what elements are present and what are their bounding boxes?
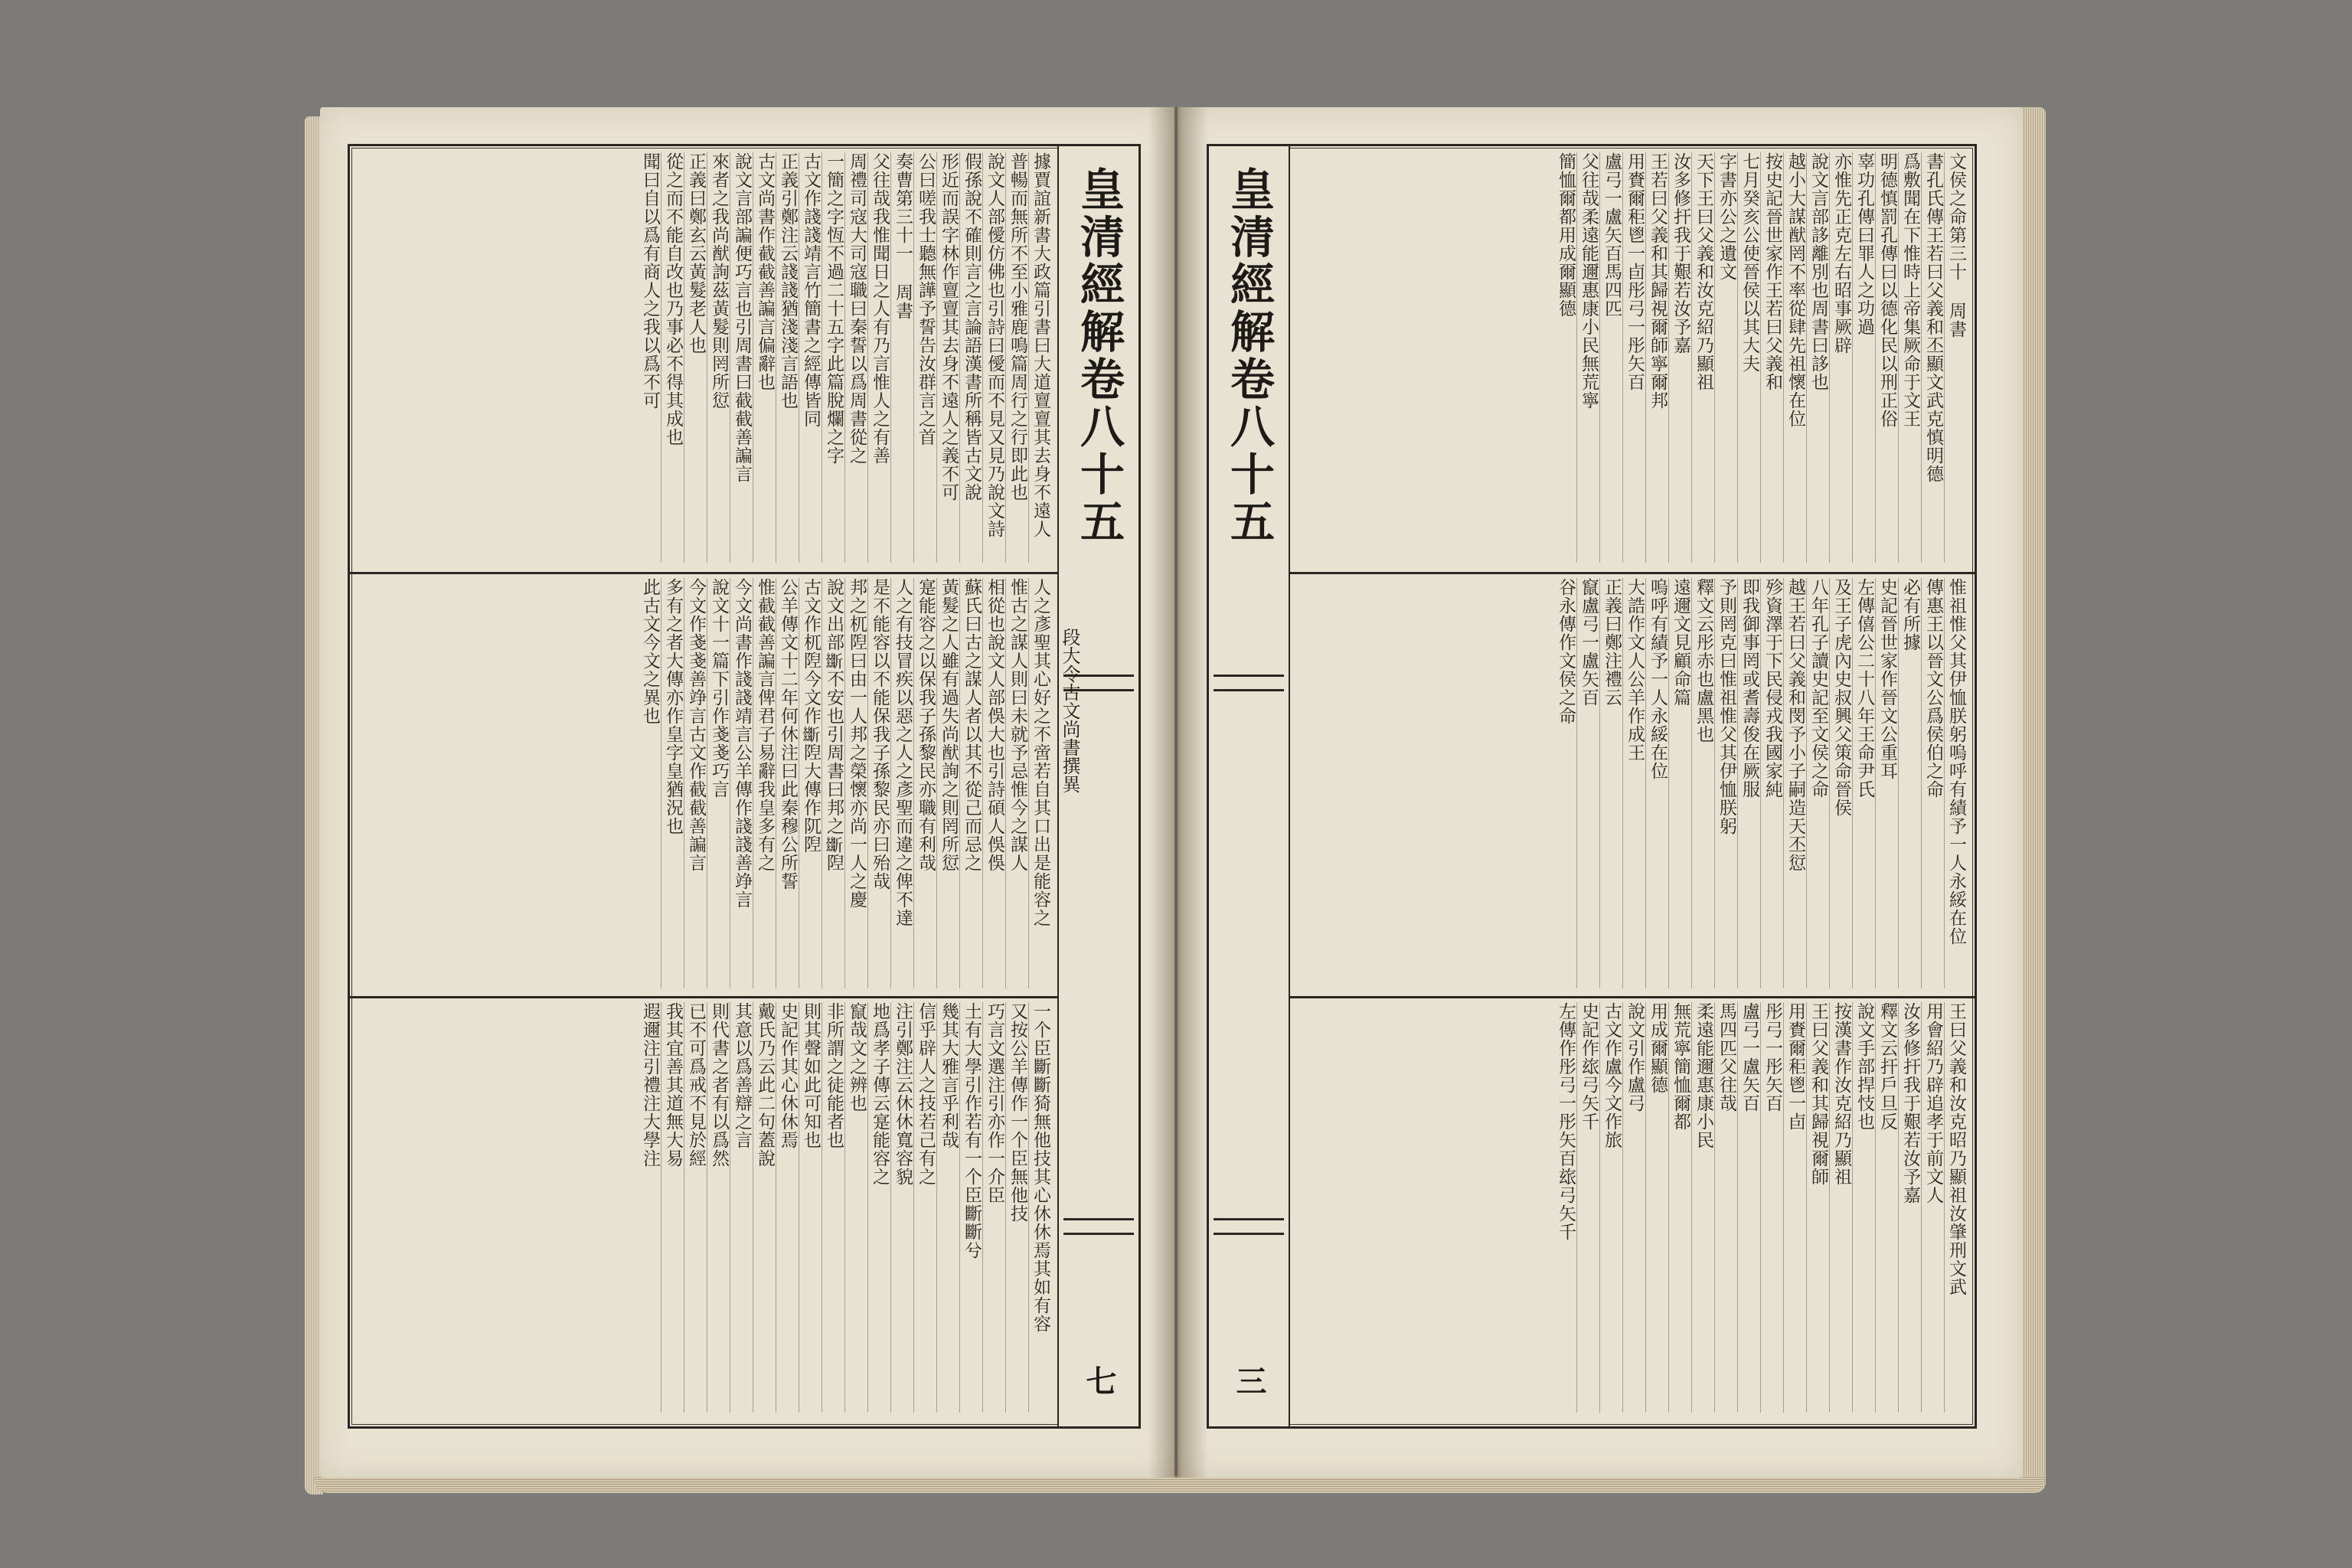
volume-number: 卷八十五 — [1223, 356, 1275, 546]
text-column: 非所謂之徒能者也 — [822, 1002, 844, 1413]
text-band-top — [1296, 152, 1967, 566]
text-column: 奏曹第三十一 周書 — [890, 152, 913, 563]
text-column: 王曰父義和汝克昭乃顯祖汝肇刑文武 — [1944, 1002, 1967, 1413]
text-column: 古文作諓諓靖言竹簡書之經傳皆同 — [799, 152, 822, 563]
text-column: 越小大謀猷罔不率從肆先祖懷在位 — [1783, 152, 1806, 563]
running-title — [1218, 166, 1279, 546]
text-column: 信乎辟人之技若己有之 — [913, 1002, 936, 1413]
text-column: 人之彥聖其心好之不啻若自其口出是能容之 — [1028, 578, 1051, 988]
text-column: 書孔氏傳王若曰父義和丕顯文武克慎明德 — [1921, 152, 1944, 563]
text-column: 按史記晉世家作王若曰父義和 — [1760, 152, 1783, 563]
text-column: 盧弓一盧矢百 — [1737, 1002, 1760, 1413]
text-column: 盧弓一盧矢百馬四匹 — [1599, 152, 1622, 563]
text-column: 七月癸亥公使晉侯以其大夫 — [1737, 152, 1760, 563]
text-column: 地爲孝子傳云寔能容之 — [867, 1002, 890, 1413]
text-column: 用賚爾秬鬯一卣彤弓一彤矢百 — [1622, 152, 1645, 563]
text-column: 黃髮之人雖有過失尚猷詢之則罔所愆 — [936, 578, 959, 988]
text-column: 則代書之者有以爲然 — [707, 1002, 730, 1413]
text-column: 簡恤爾都用成爾顯德 — [1556, 152, 1576, 318]
text-column: 即我御事罔或耆壽俊在厥服 — [1737, 578, 1760, 988]
band-divider — [350, 572, 1138, 574]
band-divider — [350, 996, 1138, 998]
text-column: 左傳作彤弓一彤矢百玈弓矢千 — [1556, 1002, 1576, 1241]
text-column: 正義曰鄭玄云黃髮老人也 — [684, 152, 707, 563]
text-column: 釋文云彤赤也盧黑也 — [1691, 578, 1714, 988]
left-page — [320, 107, 1174, 1478]
text-column: 正義曰鄭注禮云 — [1599, 578, 1622, 988]
text-column: 史記作其心休休焉 — [776, 1002, 799, 1413]
text-column: 遐邇注引禮注大學注 — [640, 1002, 660, 1168]
folio-number: 七 — [1081, 1365, 1117, 1396]
text-band-middle — [1296, 578, 1967, 991]
text-column: 相從也說文人部俁大也引詩碩人俁俁 — [982, 578, 1005, 988]
text-column: 從之而不能自改也乃事必不得其成也 — [661, 152, 684, 563]
text-column: 假孫說不確則言之言論語漢書所稱皆古文說 — [959, 152, 982, 563]
text-column: 說文十一篇下引作戔戔巧言 — [707, 578, 730, 988]
text-column: 說文言部諞便巧言也引周書曰截截善諞言 — [730, 152, 753, 563]
text-column: 說文人部僾仿佛也引詩曰僾而不見又見乃說文詩 — [982, 152, 1005, 563]
text-column: 戴氏乃云此二句蓋說 — [753, 1002, 776, 1413]
text-column: 無荒寧簡恤爾都 — [1668, 1002, 1691, 1413]
text-column: 古文作盧今文作旅 — [1599, 1002, 1622, 1413]
text-column: 辜功孔傳曰罪人之功過 — [1852, 152, 1875, 563]
text-column: 公羊傳文十二年何休注曰此秦穆公所誓 — [776, 578, 799, 988]
text-column: 史記晉世家作晉文公重耳 — [1875, 578, 1898, 988]
text-column: 釋文云扞戶旦反 — [1875, 1002, 1898, 1413]
text-column: 多有之者大傳亦作皇字皇猶況也 — [661, 578, 684, 988]
text-column: 八年孔子讀史記至文侯之命 — [1806, 578, 1829, 988]
text-column: 說文手部捍忮也 — [1852, 1002, 1875, 1413]
text-column: 用成爾顯德 — [1645, 1002, 1668, 1413]
text-column: 人之有技冒疾以惡之人之彥聖而違之俾不達 — [890, 578, 913, 988]
text-column: 柔遠能邇惠康小民 — [1691, 1002, 1714, 1413]
text-column: 爲敷聞在下惟時上帝集厥命于文王 — [1898, 152, 1921, 563]
text-column: 已不可爲戒不見於經 — [684, 1002, 707, 1413]
text-column: 邦之杌隉曰由一人邦之榮懷亦尚一人之慶 — [844, 578, 867, 988]
text-column: 聞曰自以爲有商人之我以爲不可 — [640, 152, 660, 410]
text-column: 周禮司寇大司寇職曰秦誓以爲周書從之 — [844, 152, 867, 563]
text-column: 古文尚書作截截善諞言偏辭也 — [753, 152, 776, 563]
text-column: 傳惠王以晉文公爲侯伯之命 — [1921, 578, 1944, 988]
book-title: 皇清經解 — [1073, 166, 1125, 356]
text-column: 此古文今文之異也 — [640, 578, 660, 725]
text-band-top — [358, 152, 1051, 566]
fish-tail-mark — [1063, 1218, 1134, 1235]
text-column: 惟古之謀人則曰未就予忌惟今之謀人 — [1005, 578, 1028, 988]
text-column: 說文言部誃離別也周書曰誃也 — [1806, 152, 1829, 563]
text-column: 予則罔克曰惟祖惟父其伊恤朕躬 — [1714, 578, 1737, 988]
text-column: 巧言文選注引亦作一介臣 — [982, 1002, 1005, 1413]
text-column: 按漢書作汝克紹乃顯祖 — [1829, 1002, 1852, 1413]
text-column: 惟截截善諞言俾君子易辭我皇多有之 — [753, 578, 776, 988]
right-page-edges — [2020, 107, 2046, 1493]
text-column: 普暢而無所不至小雅鹿鳴篇周行之行即此也 — [1005, 152, 1028, 563]
text-column: 天下王曰父義和汝克紹乃顯祖 — [1691, 152, 1714, 563]
text-column: 王曰父義和其歸視爾師 — [1806, 1002, 1829, 1413]
folio-number: 三 — [1231, 1365, 1267, 1396]
text-column: 惟祖惟父其伊恤朕躬嗚呼有績予一人永綏在位 — [1944, 578, 1967, 988]
text-column: 則其聲如此可知也 — [799, 1002, 822, 1413]
text-column: 今文作戔戔善竫言古文作截截善諞言 — [684, 578, 707, 988]
text-column: 亦惟先正克左右昭事厥辟 — [1829, 152, 1852, 563]
text-column: 及王子虎內史叔興父策命晉侯 — [1829, 578, 1852, 988]
band-divider — [1209, 572, 1975, 574]
fish-tail-mark — [1214, 675, 1284, 691]
text-column: 正義引鄭注云諓諓猶淺淺言語也 — [776, 152, 799, 563]
text-column: 用會紹乃辟追孝于前文人 — [1921, 1002, 1944, 1413]
right-page — [1178, 107, 2023, 1478]
text-column: 是不能容以不能保我子孫黎民亦曰殆哉 — [867, 578, 890, 988]
text-column: 左傳僖公二十八年王命尹氏 — [1852, 578, 1875, 988]
text-column: 越王若曰父義和閔予小子嗣造天丕愆 — [1783, 578, 1806, 988]
text-column: 蘇氏曰古之謀人者以其不從己而忌之 — [959, 578, 982, 988]
text-column: 馬四匹父往哉 — [1714, 1002, 1737, 1413]
text-column: 遠邇文見顧命篇 — [1668, 578, 1691, 988]
text-band-bottom — [358, 1002, 1051, 1416]
text-column: 大誥作文人公羊作成王 — [1622, 578, 1645, 988]
text-column: 寔能容之以保我子孫黎民亦職有利哉 — [913, 578, 936, 988]
text-column: 汝多修扞我于艱若汝予嘉 — [1898, 1002, 1921, 1413]
text-column: 土有大學引作若有一个臣斷斷兮 — [959, 1002, 982, 1413]
margin-column — [1209, 146, 1290, 1426]
text-column: 史記作玈弓矢千 — [1576, 1002, 1599, 1413]
text-column: 據賈誼新書大政篇引書曰大道亶亶其去身不遠人 — [1028, 152, 1051, 563]
volume-number: 卷八十五 — [1073, 356, 1125, 546]
fish-tail-mark — [1214, 1218, 1284, 1235]
text-column: 用賚爾秬鬯一卣 — [1783, 1002, 1806, 1413]
text-column: 字書亦公之遺文 — [1714, 152, 1737, 563]
text-column: 父往哉我惟聞日之人有乃言惟人之有善 — [867, 152, 890, 563]
text-column: 谷永傳作文侯之命 — [1556, 578, 1576, 725]
text-column: 一簡之字恆不過二十五字此篇脫爛之字 — [822, 152, 844, 563]
text-column: 古文作杌隉今文作𣃔隉大傳作阢隉 — [799, 578, 822, 988]
text-column: 其意以爲善辯之言 — [730, 1002, 753, 1413]
text-column: 一个臣斷斷猗無他技其心休休焉其如有容 — [1028, 1002, 1051, 1413]
running-title — [1068, 166, 1129, 546]
text-column: 注引鄭注云休休寬容貌 — [890, 1002, 913, 1413]
text-column: 說文出部𣃔不安也引周書曰邦之𣃔隉 — [822, 578, 844, 988]
text-column: 明德慎罰孔傳曰以德化民以刑正俗 — [1875, 152, 1898, 563]
bottom-page-edges — [314, 1476, 2044, 1493]
text-column: 說文引作盧弓 — [1622, 1002, 1645, 1413]
band-divider — [1209, 996, 1975, 998]
text-column: 形近而誤字林作亶亶其去身不遠人之義不可 — [936, 152, 959, 563]
text-column: 父往哉柔遠能邇惠康小民無荒寧 — [1576, 152, 1599, 563]
text-column: 殄資澤于下民侵戎我國家純 — [1760, 578, 1783, 988]
text-column: 文侯之命第三十 周書 — [1944, 152, 1967, 563]
text-column: 必有所據 — [1898, 578, 1921, 988]
text-column: 我其宜善其道無大易 — [661, 1002, 684, 1413]
left-page-frame — [348, 144, 1141, 1429]
text-column: 竄哉文之辨也 — [844, 1002, 867, 1413]
text-column: 幾其大雅言乎利哉 — [936, 1002, 959, 1413]
text-column: 公曰嗟我士聽無譁予誓告汝群言之首 — [913, 152, 936, 563]
text-band-bottom — [1296, 1002, 1967, 1416]
text-column: 又按公羊傳作一个臣無他技 — [1005, 1002, 1028, 1413]
book-title: 皇清經解 — [1223, 166, 1275, 356]
text-column: 汝多修扞我于艱若汝予嘉 — [1668, 152, 1691, 563]
text-column: 竄盧弓一盧矢百 — [1576, 578, 1599, 988]
text-column: 今文尚書作諓諓靖言公羊傳作諓諓善竫言 — [730, 578, 753, 988]
right-page-frame — [1207, 144, 1977, 1429]
text-column: 彤弓一彤矢百 — [1760, 1002, 1783, 1413]
text-column: 來者之我尚猷詢茲黃髮則罔所愆 — [707, 152, 730, 563]
text-column: 王若曰父義和其歸視爾師寧爾邦 — [1645, 152, 1668, 563]
text-band-middle — [358, 578, 1051, 991]
author-credit: 段大令古文尚書撰異 — [1059, 628, 1080, 793]
text-column: 嗚呼有績予一人永綏在位 — [1645, 578, 1668, 988]
